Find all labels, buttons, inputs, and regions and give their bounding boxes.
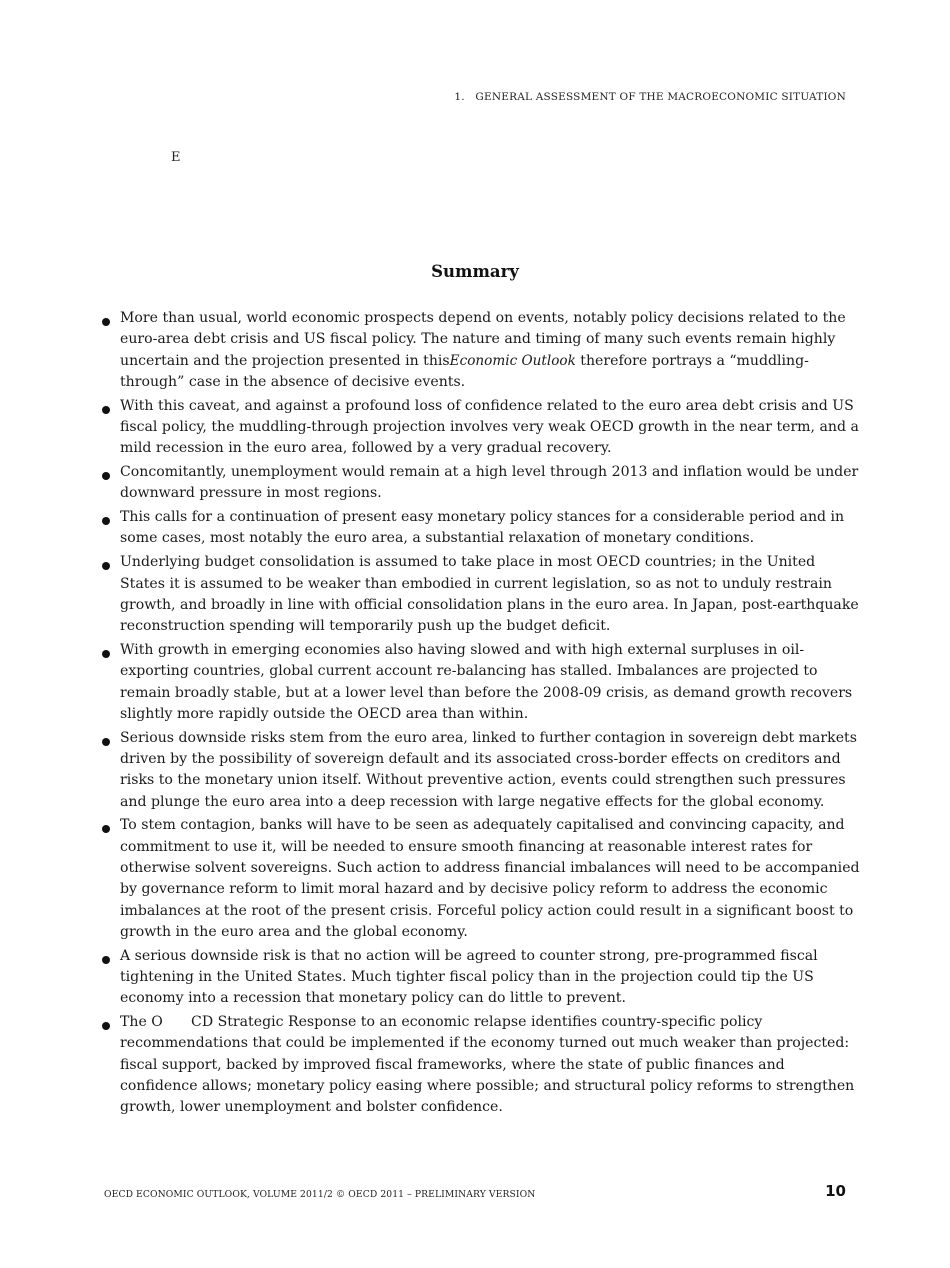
summary-bullet-text: Serious downside risks stem from the euro area, linked to further contagion in sovereign debt markets driven by the possibility of sovereign default and its associated cross-border effects on creditors and risks to the monetary union itself. Without preventive action, events could strengthen such pressures and plunge the euro area into a deep recession with large negative effects for the global economy. (120, 729, 857, 810)
page-number: 10 (825, 1182, 846, 1200)
bullet-icon (102, 517, 110, 525)
bullet-icon (102, 1022, 110, 1030)
bullet-icon (102, 650, 110, 658)
summary-bullet-5 (102, 552, 862, 637)
summary-bullet-9 (102, 946, 862, 1010)
stray-letter: E (171, 150, 181, 165)
bullet-icon (102, 825, 110, 833)
summary-bullet-2 (102, 396, 862, 460)
bullet-icon (102, 562, 110, 570)
summary-bullet-text (120, 308, 862, 393)
summary-bullet-10 (102, 1012, 862, 1118)
bullet-icon (102, 318, 110, 326)
summary-bullet-6 (102, 640, 862, 725)
running-footer: OECD ECONOMIC OUTLOOK, VOLUME 2011/2 © OECD 2011 – PRELIMINARY VERSION (104, 1189, 536, 1200)
bullet-text-part: therefore portrays a “muddling-through” case in the absence of decisive events. (120, 352, 809, 390)
summary-bullet-1 (102, 308, 862, 393)
summary-bullet-4 (102, 507, 862, 550)
bullet-icon (102, 956, 110, 964)
bullet-icon (102, 472, 110, 480)
summary-bullet-text: Underlying budget consolidation is assumed to take place in most OECD countries; in the United States it is assumed to be weaker than embodied in current legislation, so as not to unduly restrain growth, and broadly in line with official consolidation plans in the euro area. In Japan, post-earthquake reconstruction spending will temporarily push up the budget deficit. (120, 554, 859, 635)
bullet-icon (102, 738, 110, 746)
bullet-text-part: More than usual, world economic prospects depend on events, notably policy decisions related to the euro-area debt crisis and US fiscal policy. The nature and timing of many such events remain highly uncertain and the projection presented in this (120, 310, 846, 369)
summary-bullet-text: With growth in emerging economies also having slowed and with high external surpluses in oil-exporting countries, global current account re-balancing has stalled. Imbalances are projected to remain broadly stable, but at a lower level than before the 2008-09 crisis, as demand growth recovers slightly more rapidly outside the OECD area than within. (120, 641, 853, 722)
running-header: 1. GENERAL ASSESSMENT OF THE MACROECONOMIC SITUATION (454, 91, 846, 103)
publication-title-italic: Economic Outlook (449, 352, 576, 369)
summary-title: Summary (431, 262, 519, 281)
summary-bullet-text: This calls for a continuation of present easy monetary policy stances for a considerable period and in some cases, most notably the euro area, a substantial relaxation of monetary conditions. (120, 509, 845, 547)
summary-bullet-text: The O CD Strategic Response to an economic relapse identifies country-specific policy recommendations that could be implemented if the economy turned out much weaker than projected: fiscal support, backed by improved fiscal frameworks, where the state of public finances and confidence allows; monetary policy easing where possible; and structural policy reforms to strengthen growth, lower unemployment and bolster confidence. (120, 1014, 855, 1116)
summary-bullet-list (102, 308, 862, 1121)
summary-bullet-text: Concomitantly, unemployment would remain at a high level through 2013 and inflation would be under downward pressure in most regions. (120, 464, 859, 502)
summary-bullet-8 (102, 815, 862, 943)
bullet-icon (102, 406, 110, 414)
summary-bullet-text: A serious downside risk is that no action will be agreed to counter strong, pre-programmed fiscal tightening in the United States. Much tighter fiscal policy than in the projection could tip the US economy into a recession that monetary policy can do little to prevent. (120, 947, 818, 1007)
summary-bullet-7 (102, 728, 862, 813)
summary-bullet-text: To stem contagion, banks will have to be seen as adequately capitalised and convincing capacity, and commitment to use it, will be needed to ensure smooth financing at reasonable interest rates for otherwise solvent sovereigns. Such action to address financial imbalances will need to be accompanied by governance reform to limit moral hazard and by decisive policy reform to address the economic imbalances at the root of the present crisis. Forceful policy action could result in a significant boost to growth in the euro area and the global economy. (120, 817, 860, 940)
summary-bullet-3 (102, 462, 862, 505)
summary-bullet-text: With this caveat, and against a profound loss of confidence related to the euro area debt crisis and US fiscal policy, the muddling-through projection involves very weak OECD growth in the near term, and a mild recession in the euro area, followed by a very gradual recovery. (120, 397, 859, 457)
